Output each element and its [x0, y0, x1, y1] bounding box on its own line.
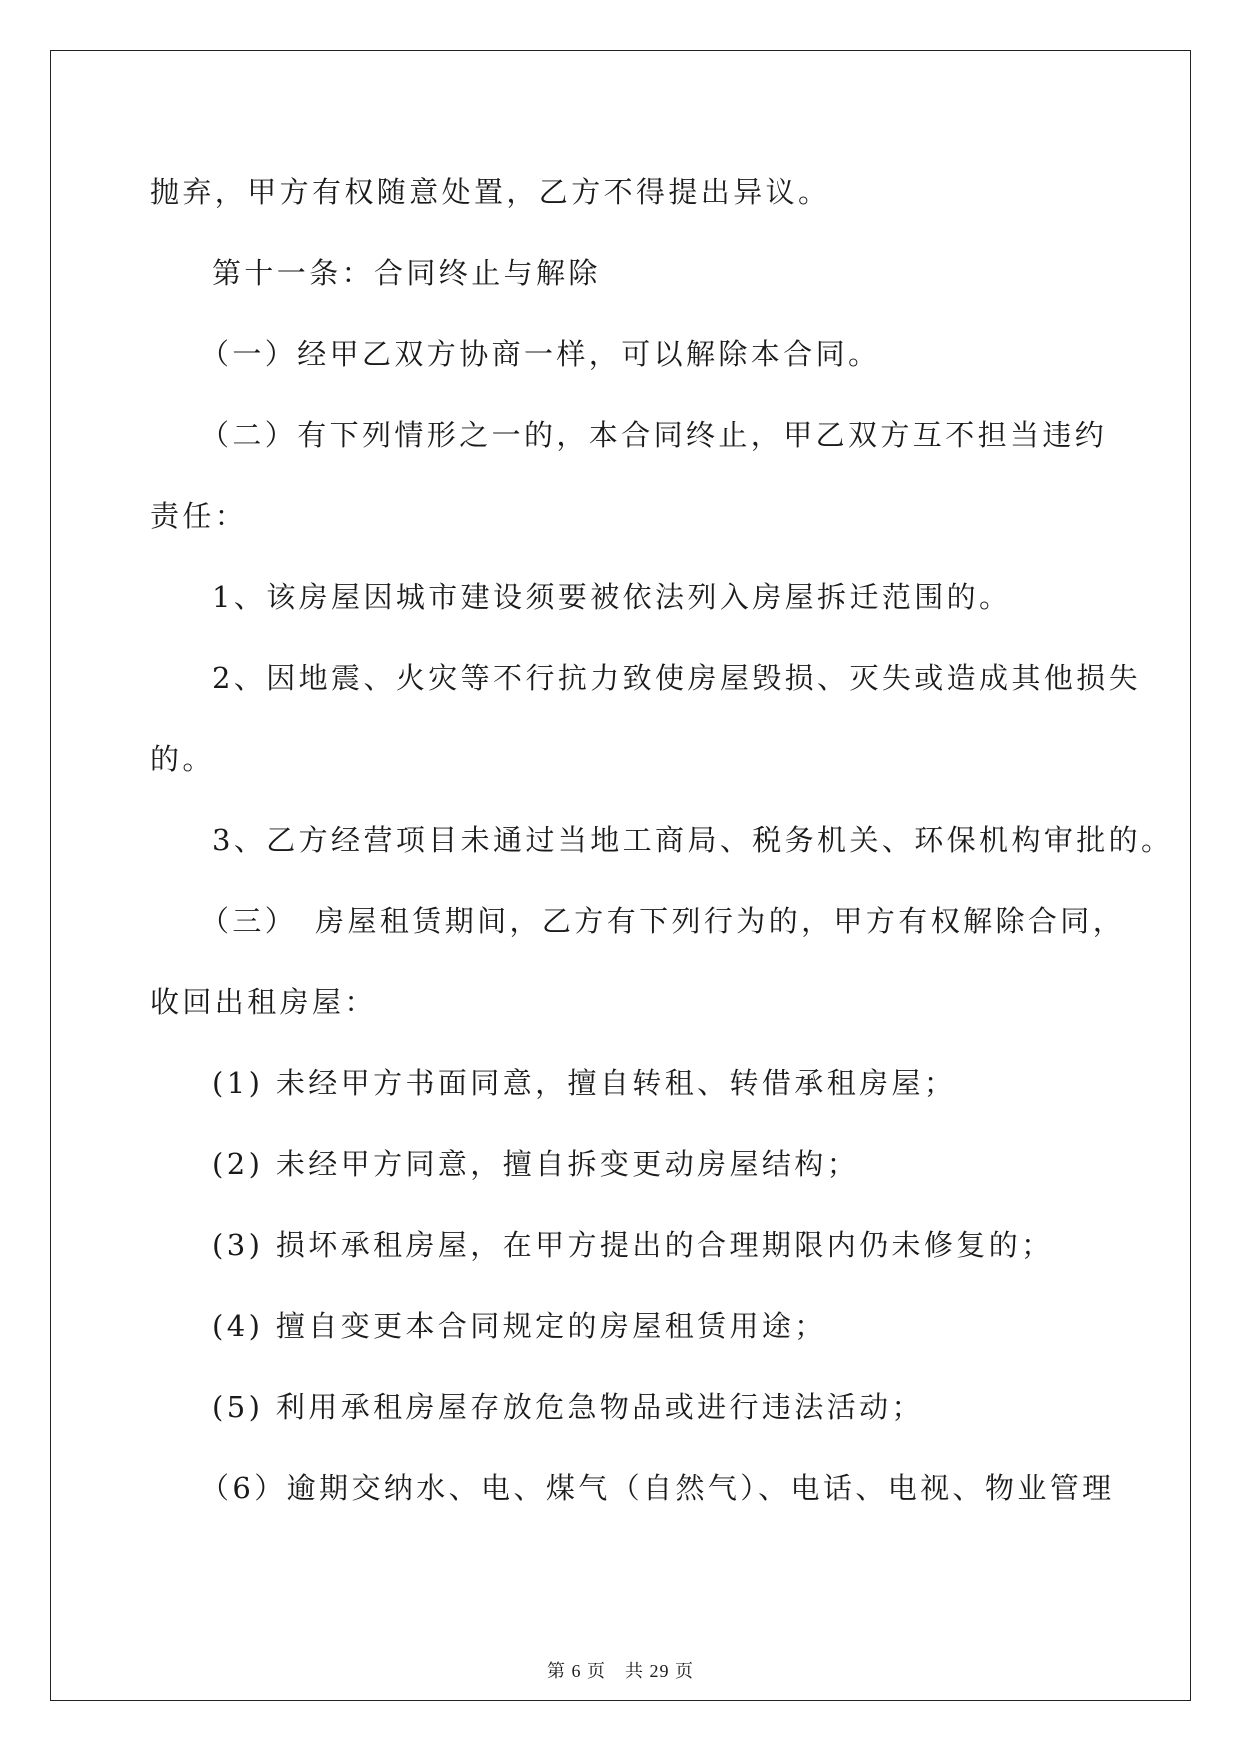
page-border	[50, 50, 1191, 1701]
text-line: （三） 房屋租赁期间，乙方有下列行为的，甲方有权解除合同，	[200, 904, 1126, 938]
text-line: (2) 未经甲方同意，擅自拆变更动房屋结构；	[212, 1147, 860, 1181]
text-line: 2、因地震、火灾等不行抗力致使房屋毁损、灭失或造成其他损失	[212, 661, 1142, 695]
text-line: 1、该房屋因城市建设须要被依法列入房屋拆迁范围的。	[212, 580, 1012, 614]
section-heading: 第十一条：合同终止与解除	[212, 256, 601, 290]
text-line: 责任：	[150, 499, 248, 533]
text-line: 抛弃，甲方有权随意处置，乙方不得提出异议。	[150, 175, 831, 209]
text-line: (1) 未经甲方书面同意，擅自转租、转借承租房屋；	[212, 1066, 957, 1100]
text-line: 3、乙方经营项目未通过当地工商局、税务机关、环保机构审批的。	[212, 823, 1174, 857]
text-line: 收回出租房屋：	[150, 985, 377, 1019]
text-line: (3) 损坏承租房屋，在甲方提出的合理期限内仍未修复的；	[212, 1228, 1054, 1262]
text-line: (5) 利用承租房屋存放危急物品或进行违法活动；	[212, 1390, 924, 1424]
text-line: (4) 擅自变更本合同规定的房屋租赁用途；	[212, 1309, 827, 1343]
page-number: 第 6 页 共 29 页	[547, 1661, 694, 1681]
text-line: （一）经甲乙双方协商一样，可以解除本合同。	[200, 337, 881, 371]
text-line: 的。	[150, 742, 215, 776]
text-line: （二）有下列情形之一的，本合同终止，甲乙双方互不担当违约	[200, 418, 1108, 452]
text-line: （6）逾期交纳水、电、煤气（自然气）、电话、电视、物业管理	[200, 1471, 1115, 1505]
